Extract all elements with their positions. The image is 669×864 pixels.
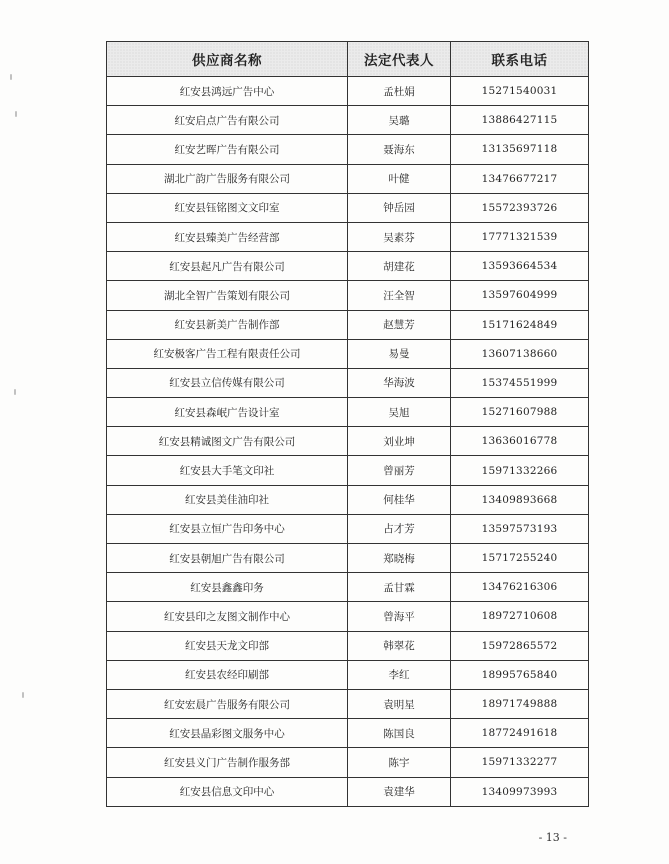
legal-representative-cell: 吴旭 xyxy=(348,398,451,427)
contact-phone-cell: 13597604999 xyxy=(451,281,589,310)
contact-phone-cell: 18995765840 xyxy=(451,660,589,689)
legal-representative-cell: 刘业坤 xyxy=(348,427,451,456)
table-row xyxy=(107,514,589,543)
table-row xyxy=(107,544,589,573)
supplier-name-cell: 红安县精诚图文广告有限公司 xyxy=(107,427,348,456)
supplier-table xyxy=(106,41,589,807)
supplier-name-cell: 红安县立恒广告印务中心 xyxy=(107,514,348,543)
contact-phone-cell: 17771321539 xyxy=(451,222,589,251)
legal-representative-cell: 陈国良 xyxy=(348,719,451,748)
contact-phone-cell: 15171624849 xyxy=(451,310,589,339)
contact-phone-cell: 13135697118 xyxy=(451,135,589,164)
contact-phone-cell: 15271540031 xyxy=(451,77,589,106)
legal-representative-cell: 李红 xyxy=(348,660,451,689)
contact-phone-cell: 13409893668 xyxy=(451,485,589,514)
supplier-name-cell: 红安艺晖广告有限公司 xyxy=(107,135,348,164)
supplier-name-cell: 红安县天龙文印部 xyxy=(107,631,348,660)
table-row xyxy=(107,77,589,106)
table-body xyxy=(107,77,589,807)
legal-representative-cell: 袁建华 xyxy=(348,777,451,806)
legal-representative-cell: 钟岳园 xyxy=(348,193,451,222)
table-row xyxy=(107,106,589,135)
page-number: - 13 - xyxy=(538,831,567,844)
table-row xyxy=(107,310,589,339)
contact-phone-cell: 13886427115 xyxy=(451,106,589,135)
table-row xyxy=(107,631,589,660)
contact-phone-cell: 15717255240 xyxy=(451,544,589,573)
contact-phone-cell: 18972710608 xyxy=(451,602,589,631)
table-row xyxy=(107,339,589,368)
legal-representative-cell: 韩翠花 xyxy=(348,631,451,660)
table-row xyxy=(107,689,589,718)
header-supplier-name: 供应商名称 xyxy=(107,42,348,77)
supplier-name-cell: 红安县立信传媒有限公司 xyxy=(107,368,348,397)
table-row xyxy=(107,777,589,806)
supplier-name-cell: 红安极客广告工程有限责任公司 xyxy=(107,339,348,368)
table-row xyxy=(107,427,589,456)
legal-representative-cell: 汪全智 xyxy=(348,281,451,310)
supplier-name-cell: 红安县起凡广告有限公司 xyxy=(107,252,348,281)
supplier-name-cell: 红安县鸿远广告中心 xyxy=(107,77,348,106)
legal-representative-cell: 叶健 xyxy=(348,164,451,193)
contact-phone-cell: 13636016778 xyxy=(451,427,589,456)
table-row xyxy=(107,135,589,164)
scan-speck xyxy=(15,111,17,117)
supplier-name-cell: 红安启点广告有限公司 xyxy=(107,106,348,135)
contact-phone-cell: 13607138660 xyxy=(451,339,589,368)
supplier-name-cell: 红安县鑫鑫印务 xyxy=(107,573,348,602)
contact-phone-cell: 15374551999 xyxy=(451,368,589,397)
legal-representative-cell: 陈宇 xyxy=(348,748,451,777)
table-row xyxy=(107,398,589,427)
table-row xyxy=(107,252,589,281)
legal-representative-cell: 胡建花 xyxy=(348,252,451,281)
supplier-name-cell: 红安县臻美广告经营部 xyxy=(107,222,348,251)
supplier-name-cell: 红安县朝旭广告有限公司 xyxy=(107,544,348,573)
contact-phone-cell: 18971749888 xyxy=(451,689,589,718)
contact-phone-cell: 15271607988 xyxy=(451,398,589,427)
contact-phone-cell: 15572393726 xyxy=(451,193,589,222)
supplier-name-cell: 红安县美佳油印社 xyxy=(107,485,348,514)
table-row xyxy=(107,748,589,777)
legal-representative-cell: 郑晓梅 xyxy=(348,544,451,573)
supplier-name-cell: 红安县信息文印中心 xyxy=(107,777,348,806)
legal-representative-cell: 孟杜娟 xyxy=(348,77,451,106)
supplier-name-cell: 红安县大手笔文印社 xyxy=(107,456,348,485)
legal-representative-cell: 孟甘霖 xyxy=(348,573,451,602)
table-row xyxy=(107,193,589,222)
supplier-name-cell: 红安县印之友图文制作中心 xyxy=(107,602,348,631)
legal-representative-cell: 何桂华 xyxy=(348,485,451,514)
supplier-name-cell: 红安县晶彩图文服务中心 xyxy=(107,719,348,748)
legal-representative-cell: 赵慧芳 xyxy=(348,310,451,339)
legal-representative-cell: 吴素芬 xyxy=(348,222,451,251)
table-row xyxy=(107,368,589,397)
table-row xyxy=(107,719,589,748)
supplier-name-cell: 湖北广韵广告服务有限公司 xyxy=(107,164,348,193)
table-row xyxy=(107,573,589,602)
legal-representative-cell: 华海波 xyxy=(348,368,451,397)
header-contact-phone: 联系电话 xyxy=(451,42,589,77)
legal-representative-cell: 聂海东 xyxy=(348,135,451,164)
supplier-name-cell: 红安县新美广告制作部 xyxy=(107,310,348,339)
contact-phone-cell: 13593664534 xyxy=(451,252,589,281)
table-row xyxy=(107,281,589,310)
table-row xyxy=(107,660,589,689)
legal-representative-cell: 曾丽芳 xyxy=(348,456,451,485)
supplier-name-cell: 红安县森岷广告设计室 xyxy=(107,398,348,427)
table-row xyxy=(107,485,589,514)
supplier-name-cell: 红安县钰铭图文文印室 xyxy=(107,193,348,222)
supplier-name-cell: 湖北全智广告策划有限公司 xyxy=(107,281,348,310)
supplier-name-cell: 红安县农经印刷部 xyxy=(107,660,348,689)
supplier-name-cell: 红安宏晨广告服务有限公司 xyxy=(107,689,348,718)
contact-phone-cell: 15971332277 xyxy=(451,748,589,777)
legal-representative-cell: 曾海平 xyxy=(348,602,451,631)
legal-representative-cell: 占才芳 xyxy=(348,514,451,543)
table-row xyxy=(107,602,589,631)
contact-phone-cell: 15971332266 xyxy=(451,456,589,485)
table-row xyxy=(107,164,589,193)
supplier-name-cell: 红安县义门广告制作服务部 xyxy=(107,748,348,777)
legal-representative-cell: 袁明星 xyxy=(348,689,451,718)
table-header-row xyxy=(107,42,589,77)
table-row xyxy=(107,222,589,251)
contact-phone-cell: 13476677217 xyxy=(451,164,589,193)
contact-phone-cell: 15972865572 xyxy=(451,631,589,660)
header-legal-representative: 法定代表人 xyxy=(348,42,451,77)
legal-representative-cell: 易曼 xyxy=(348,339,451,368)
scan-speck xyxy=(22,692,24,698)
legal-representative-cell: 吴璐 xyxy=(348,106,451,135)
scan-speck xyxy=(14,389,16,395)
scan-speck xyxy=(10,74,12,80)
contact-phone-cell: 18772491618 xyxy=(451,719,589,748)
table-row xyxy=(107,456,589,485)
contact-phone-cell: 13597573193 xyxy=(451,514,589,543)
contact-phone-cell: 13409973993 xyxy=(451,777,589,806)
contact-phone-cell: 13476216306 xyxy=(451,573,589,602)
